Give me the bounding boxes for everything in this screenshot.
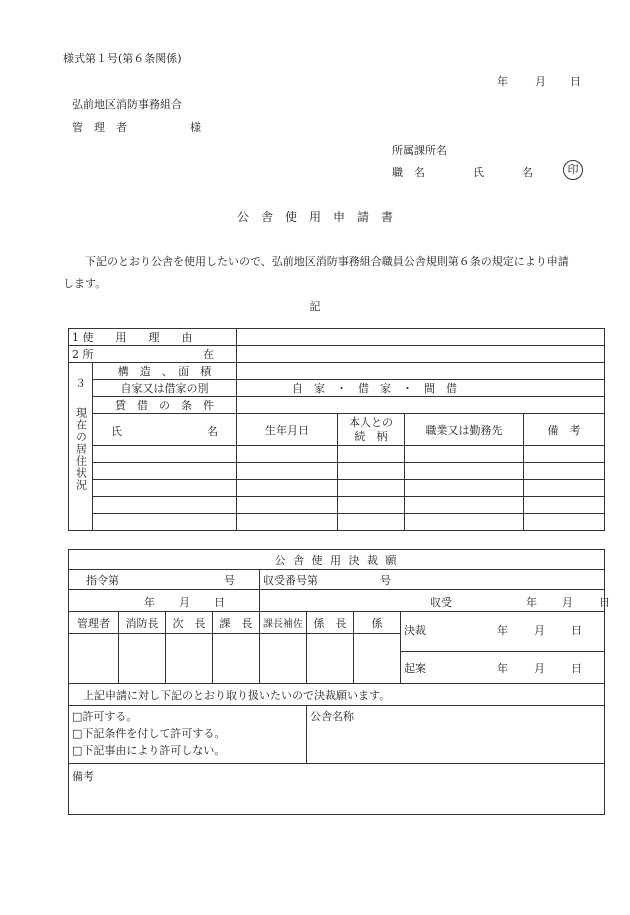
approver-6: 係 長 (307, 612, 354, 634)
body-text-1: 下記のとおり公舎を使用したいので、弘前地区消防事務組合職員公舎規則第６条の規定により申請 (85, 255, 569, 268)
stamp-7[interactable] (354, 634, 401, 684)
date-month-label: 月 (535, 75, 546, 88)
approval-label: 決裁 (404, 624, 426, 637)
stamp-6[interactable] (307, 634, 354, 684)
resident-row (69, 514, 605, 531)
approval-day: 日 (571, 624, 582, 637)
directive-cell[interactable] (69, 570, 260, 590)
approver-2: 消防長 (119, 612, 166, 634)
approver-7: 係 (354, 612, 401, 634)
row-lease (69, 397, 605, 414)
own-rent-options[interactable]: 自 家 ・ 借 家 ・ 間 借 (237, 380, 605, 397)
received-label: 収受 (430, 596, 452, 609)
address-label-b: 在 (203, 348, 214, 361)
application-table (68, 328, 605, 531)
decision-title: 公 舎 使 用 決 裁 願 (69, 550, 605, 570)
receipt-no: 号 (380, 573, 391, 587)
approver-1: 管理者 (69, 612, 119, 634)
resident-header-row (69, 414, 605, 446)
decision-options (69, 706, 307, 764)
remarks-cell[interactable] (69, 764, 605, 815)
date-day-label: 日 (570, 75, 581, 88)
remarks-row (69, 764, 605, 815)
name-label: 氏 (473, 166, 484, 179)
row-own-rent (69, 380, 605, 397)
own-rent-label: 自家又は借家の別 (93, 380, 237, 397)
lease-label: 賃 借 の 条 件 (93, 397, 237, 414)
directive-date-day: 日 (214, 596, 225, 609)
section3-label (69, 363, 93, 531)
directive-row (69, 570, 605, 590)
draft-label: 起案 (404, 662, 426, 675)
form-number: 様式第１号(第６条関係) (63, 52, 182, 65)
request-row (69, 684, 605, 706)
stamp-2[interactable] (119, 634, 166, 684)
option-deny[interactable]: □下記事由により許可しない。 (72, 744, 226, 757)
seal-text: 印 (563, 160, 583, 180)
col-name-a: 氏 (111, 425, 122, 438)
stamp-5[interactable] (260, 634, 307, 684)
draft-month: 月 (534, 662, 545, 675)
row-structure (69, 363, 605, 380)
address-label (69, 346, 237, 363)
date-year-label: 年 (497, 75, 508, 88)
post-label: 職 名 (392, 166, 425, 179)
structure-field[interactable] (237, 363, 605, 380)
approver-4: 課 長 (213, 612, 260, 634)
col-relation (338, 414, 405, 446)
draft-date[interactable] (401, 652, 605, 684)
approval-date[interactable] (401, 612, 605, 652)
dept-label: 所属課所名 (392, 144, 447, 157)
approval-month: 月 (534, 624, 545, 637)
name-label-2: 名 (522, 166, 533, 179)
resident-row (69, 446, 605, 463)
approver-3: 次 長 (166, 612, 213, 634)
received-year: 年 (526, 596, 537, 609)
col-name-b: 名 (207, 425, 218, 438)
addressee-title: 管 理 者 (72, 121, 127, 134)
request-text: 上記申請に対し下記のとおり取り扱いたいので決裁願います。 (69, 684, 605, 706)
remarks-label: 備考 (72, 770, 94, 783)
row-reason (69, 329, 605, 346)
stamp-3[interactable] (166, 634, 213, 684)
resident-row (69, 497, 605, 514)
col-job: 職業又は勤務先 (405, 414, 524, 446)
lease-field[interactable] (237, 397, 605, 414)
structure-label: 構 造 、 面 積 (93, 363, 237, 380)
draft-year: 年 (497, 662, 508, 675)
resident-row (69, 480, 605, 497)
received-day: 日 (599, 596, 610, 609)
decision-table (68, 549, 610, 815)
col-name (93, 414, 237, 446)
directive-date-year: 年 (144, 596, 155, 609)
residence-name-cell[interactable] (307, 706, 605, 764)
options-row (69, 706, 605, 764)
resident-row (69, 463, 605, 480)
option-permit-conditional[interactable]: □下記条件を付して許可する。 (72, 727, 226, 740)
directive-label: 指令第 (86, 573, 119, 587)
received-month: 月 (562, 596, 573, 609)
residence-name-label: 公舎名称 (310, 710, 354, 723)
col-relation-1: 本人との (349, 415, 393, 429)
address-field[interactable] (237, 346, 605, 363)
seal-mark (563, 160, 583, 180)
col-birth: 生年月日 (237, 414, 338, 446)
section3-number: ３ (75, 377, 86, 390)
directive-no: 号 (224, 573, 235, 587)
address-label-a: 2 所 (72, 348, 94, 361)
reason-field[interactable] (237, 329, 605, 346)
approver-5: 課長補佐 (260, 612, 307, 634)
draft-day: 日 (571, 662, 582, 675)
approval-year: 年 (497, 624, 508, 637)
directive-date-month: 月 (179, 596, 190, 609)
stamp-4[interactable] (213, 634, 260, 684)
ki-label: 記 (309, 300, 321, 313)
body-text-2: します。 (63, 277, 107, 290)
stamp-1[interactable] (69, 634, 119, 684)
received-date[interactable] (260, 590, 610, 612)
directive-date[interactable] (69, 590, 260, 612)
receipt-cell[interactable] (260, 570, 605, 590)
addressee-org: 弘前地区消防事務組合 (72, 98, 182, 111)
document-title: 公 舎 使 用 申 請 書 (236, 210, 393, 224)
decision-title-row (69, 550, 605, 570)
col-relation-2: 続 柄 (354, 429, 388, 443)
option-permit[interactable]: □許可する。 (72, 710, 138, 723)
reason-label: 1 使 用 理 由 (69, 329, 237, 346)
addressee-honorific: 様 (190, 121, 201, 134)
receipt-label: 収受番号第 (263, 573, 318, 587)
section3-title: 現在の居住状況 (74, 407, 88, 491)
col-remark: 備 考 (524, 414, 605, 446)
approver-header-row (69, 612, 605, 634)
row-address (69, 346, 605, 363)
directive-date-row (69, 590, 605, 612)
